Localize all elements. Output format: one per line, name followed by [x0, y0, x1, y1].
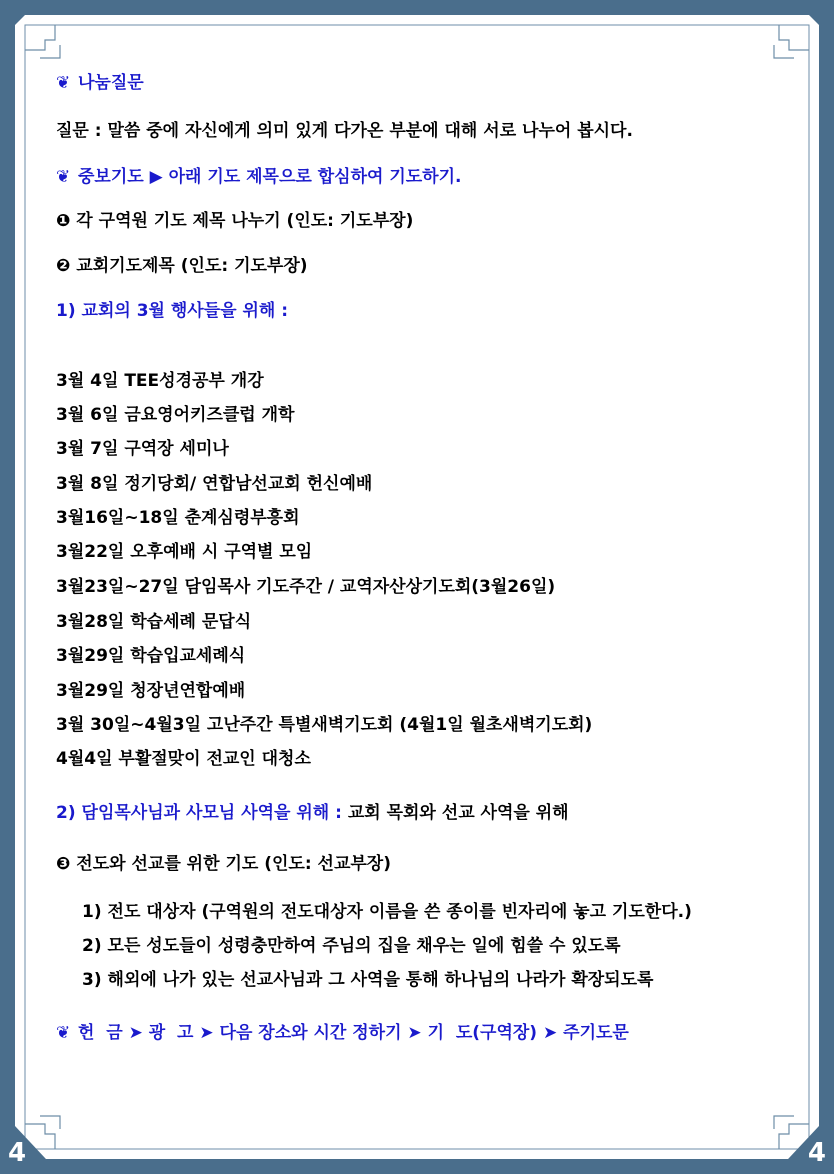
event-line: 3월 7일 구역장 세미나: [56, 439, 229, 459]
prayer-item-1: ❶ 각 구역원 기도 제목 나누기 (인도: 기도부장): [56, 211, 414, 231]
mission-line: 2) 모든 성도들이 성령충만하여 주님의 집을 채우는 일에 힘쓸 수 있도록: [82, 936, 621, 956]
intercession-heading: ❦ 중보기도 ▶ 아래 기도 제목으로 합심하여 기도하기.: [56, 167, 462, 187]
event-line: 3월23일~27일 담임목사 기도주간 / 교역자산상기도회(3월26일): [56, 577, 556, 597]
sharing-heading: ❦ 나눔질문: [56, 73, 144, 93]
event-line: 4월4일 부활절맞이 전교인 대청소: [56, 749, 311, 769]
church-heading-1: 1) 교회의 3월 행사들을 위해 :: [56, 301, 289, 321]
event-line: 3월29일 학습입교세례식: [56, 646, 246, 666]
mission-line: 3) 해외에 나가 있는 선교사님과 그 사역을 통해 하나님의 나라가 확장되도록: [82, 970, 654, 990]
page-number-left: 4: [8, 1138, 27, 1168]
closing-order: ❦ 헌 금 ➤ 광 고 ➤ 다음 장소와 시간 정하기 ➤ 기 도(구역장) ➤ 주기도문: [56, 1023, 629, 1043]
sharing-question: 질문 : 말씀 중에 자신에게 의미 있게 다가온 부분에 대해 서로 나누어 봅시다.: [56, 121, 633, 141]
event-line: 3월28일 학습세례 문답식: [56, 612, 252, 632]
mission-line: 1) 전도 대상자 (구역원의 전도대상자 이름을 쓴 종이를 빈자리에 놓고 기도한다.): [82, 902, 692, 922]
leaf-bullet-icon: ❦: [56, 73, 71, 93]
church-heading-2: 2) 담임목사님과 사모님 사역을 위해 : 교회 목회와 선교 사역을 위해: [56, 803, 569, 823]
event-line: 3월22일 오후예배 시 구역별 모임: [56, 542, 313, 562]
prayer-item-3: ❸ 전도와 선교를 위한 기도 (인도: 선교부장): [56, 854, 391, 874]
event-line: 3월16일~18일 춘계심령부흥회: [56, 508, 300, 528]
event-line: 3월 4일 TEE성경공부 개강: [56, 371, 264, 391]
event-line: 3월 30일~4월3일 고난주간 특별새벽기도회 (4월1일 월초새벽기도회): [56, 715, 593, 735]
page-number-right: 4: [807, 1138, 826, 1168]
event-line: 3월 6일 금요영어키즈클럽 개학: [56, 405, 295, 425]
event-line: 3월 8일 정기당회/ 연합남선교회 헌신예배: [56, 474, 373, 494]
prayer-item-2: ❷ 교회기도제목 (인도: 기도부장): [56, 256, 308, 276]
leaf-bullet-icon: ❦: [56, 1023, 71, 1043]
event-line: 3월29일 청장년연합예배: [56, 681, 246, 701]
leaf-bullet-icon: ❦: [56, 167, 71, 187]
